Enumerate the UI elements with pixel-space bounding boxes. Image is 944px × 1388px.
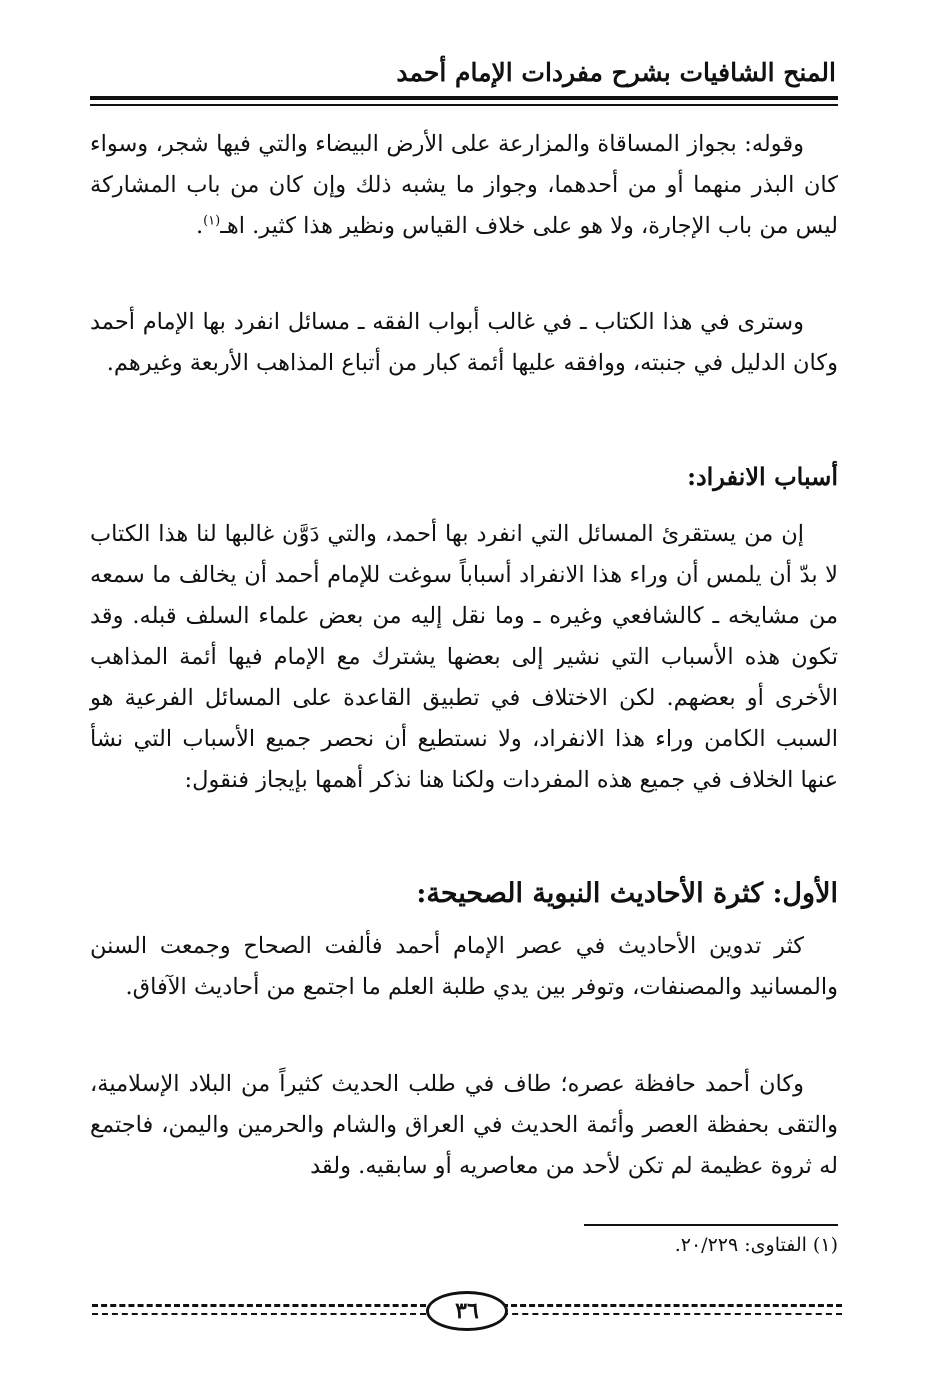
- paragraph-3: إن من يستقرئ المسائل التي انفرد بها أحمد، والتي دَوَّن غالبها لنا هذا الكتاب لا بدّ أن يلمس أن وراء هذا الانفراد أسباباً سوغت للإمام أحمد أن يخالف ما سمعه من مشايخه ـ كالشافعي وغيره ـ وما نقل إليه من بعض علماء السلف قبله. وقد تكون هذه الأسباب التي نشير إلى بعضها يشترك مع الإمام فيها أئمة المذاهب الأخرى أو بعضهم. لكن الاختلاف في تطبيق القاعدة على المسائل الفرعية هو السبب الكامن وراء هذا الانفراد، ولا نستطيع أن نحصر جميع الأسباب التي نشأ عنها الخلاف في جميع هذه المفردات ولكنا هنا نذكر أهمها بإيجاز فنقول:: [90, 521, 838, 793]
- paragraph-1: [90, 124, 838, 247]
- paragraph-4: كثر تدوين الأحاديث في عصر الإمام أحمد فألفت الصحاح وجمعت السنن والمسانيد والمصنفات، وتوفر بين يدي طلبة العلم ما اجتمع من أحاديث الآفاق.: [90, 933, 838, 1000]
- footer-dash-right: [502, 1304, 842, 1307]
- paragraph-1-end: .: [195, 213, 204, 239]
- footer-dash-left: [92, 1304, 426, 1307]
- paragraph-5: وكان أحمد حافظة عصره؛ طاف في طلب الحديث كثيراً من البلاد الإسلامية، والتقى بحفظة العصر وأئمة الحديث في العراق والشام والحرمين واليمن، فاجتمع له ثروة عظيمة لم تكن لأحد من معاصريه أو سابقيه. ولقد: [90, 1071, 838, 1179]
- paragraph-1-text: وقوله: بجواز المساقاة والمزارعة على الأرض البيضاء والتي فيها شجر، وسواء كان البذر منهما أو من أحدهما، وجواز ما يشبه ذلك وإن كان من باب المشاركة ليس من باب الإجارة، ولا هو على خلاف القياس ونظير هذا كثير. اهـ: [90, 131, 838, 239]
- footnote: (١) الفتاوى: ٢٠/٢٢٩.: [674, 1234, 838, 1256]
- page-number: ٣٦: [426, 1291, 508, 1331]
- header-rule-thin: [90, 104, 838, 106]
- footer-dash-left-lower: [92, 1313, 426, 1315]
- footnote-reference: (١): [203, 213, 221, 229]
- header-rule-thick: [90, 96, 838, 100]
- section-heading-first: الأول: كثرة الأحاديث النبوية الصحيحة:: [416, 878, 838, 909]
- running-title: المنح الشافيات بشرح مفردات الإمام أحمد: [396, 58, 836, 87]
- footnote-separator: [584, 1224, 838, 1226]
- paragraph-2: وسترى في هذا الكتاب ـ في غالب أبواب الفقه ـ مسائل انفرد بها الإمام أحمد وكان الدليل في جنبته، ووافقه عليها أئمة كبار من أتباع المذاهب الأربعة وغيرهم.: [90, 309, 838, 376]
- footer-dash-right-lower: [502, 1313, 842, 1315]
- section-heading-reasons: أسباب الانفراد:: [687, 462, 838, 491]
